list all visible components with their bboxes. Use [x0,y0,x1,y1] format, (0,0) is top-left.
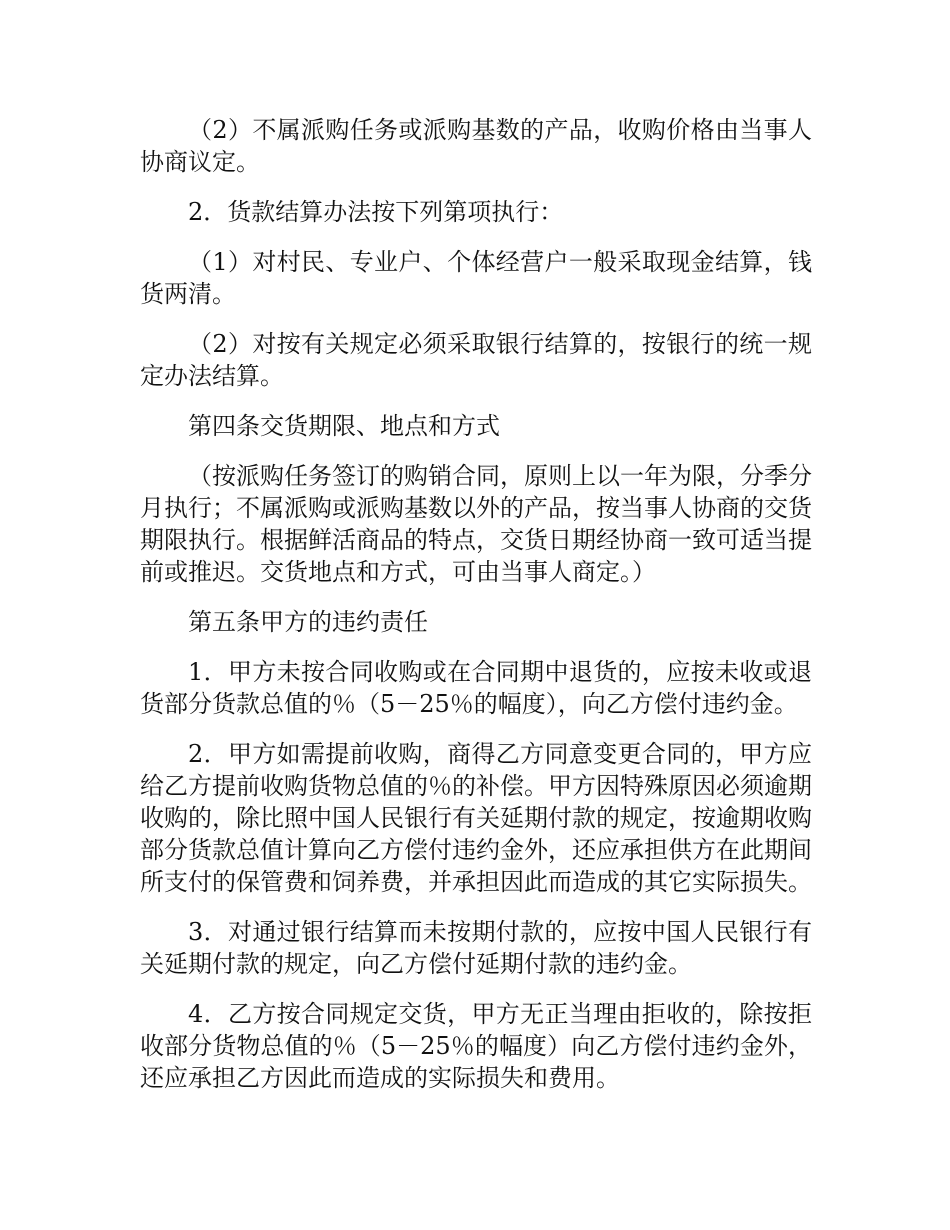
paragraph-settlement-method: 2．货款结算办法按下列第项执行： [188,198,564,226]
paragraph-liability-1: 1．甲方未按合同收购或在合同期中退货的，应按未收或退货部分货款总值的％（5－25％的幅度），向乙方偿付违约金。 [140,658,812,718]
paragraph-liability-4: 4．乙方按合同规定交货，甲方无正当理由拒收的，除按拒收部分货物总值的％（5－25％的幅度）向乙方偿付违约金外，还应承担乙方因此而造成的实际损失和费用。 [140,1000,812,1092]
heading-article-5: 第五条甲方的违约责任 [188,608,428,636]
heading-article-4: 第四条交货期限、地点和方式 [188,412,500,440]
paragraph-bank-settlement: （2）对按有关规定必须采取银行结算的，按银行的统一规定办法结算。 [140,330,812,390]
document-body [140,114,812,1112]
paragraph-delivery-terms: （按派购任务签订的购销合同，原则上以一年为限，分季分月执行；不属派购或派购基数以外的产品，按当事人协商的交货期限执行。根据鲜活商品的特点，交货日期经协商一致可适当提前或推迟。交货地点和方式，可由当事人商定。） [140,462,812,586]
paragraph-liability-3: 3．对通过银行结算而未按期付款的，应按中国人民银行有关延期付款的规定，向乙方偿付延期付款的违约金。 [140,918,812,978]
paragraph-purchase-price: （2）不属派购任务或派购基数的产品，收购价格由当事人协商议定。 [140,116,812,176]
paragraph-cash-settlement: （1）对村民、专业户、个体经营户一般采取现金结算，钱货两清。 [140,248,812,308]
paragraph-liability-2: 2．甲方如需提前收购，商得乙方同意变更合同的，甲方应给乙方提前收购货物总值的％的补偿。甲方因特殊原因必须逾期收购的，除比照中国人民银行有关延期付款的规定，按逾期收购部分货款总值计算向乙方偿付违约金外，还应承担供方在此期间所支付的保管费和饲养费，并承担因此而造成的其它实际损失。 [140,740,812,896]
